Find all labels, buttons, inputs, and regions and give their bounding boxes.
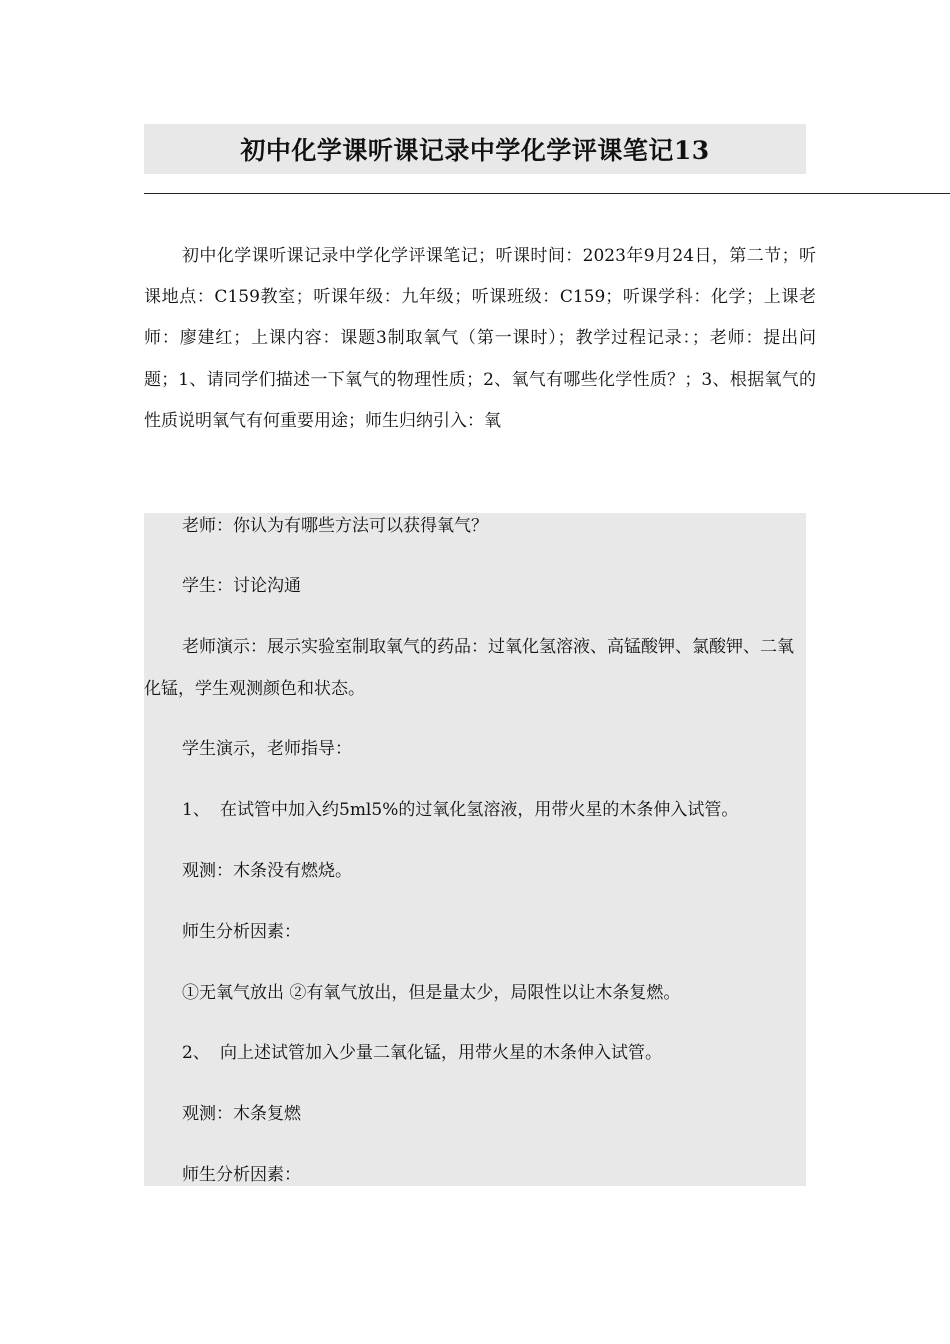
title-divider [144, 193, 950, 194]
paragraph-guidance: 学生演示，老师指导： [182, 739, 352, 759]
document-title: 初中化学课听课记录中学化学评课笔记13 [240, 136, 710, 165]
paragraph-analysis-2: 师生分析因素： [182, 1165, 301, 1185]
step-number-2: 2、 [182, 1043, 210, 1063]
paragraph-question: 老师：你认为有哪些方法可以获得氧气？ [182, 516, 488, 536]
paragraph-step-2 [144, 1033, 806, 1075]
paragraph-reasons: ①无氧气放出 ②有氧气放出，但是量太少，局限性以让木条复燃。 [182, 983, 681, 1003]
step-1-text: 在试管中加入约5ml5%的过氧化氢溶液，用带火星的木条伸入试管。 [220, 800, 739, 820]
intro-paragraph: 初中化学课听课记录中学化学评课笔记；听课时间：2023年9月24日，第二节；听课地点：C159教室；听课年级：九年级；听课班级：C159；听课学科：化学；上课老师：廖建红；上课内容：课题3制取氧气（第一课时）；教学过程记录：；老师：提出问题；1、请同学们描述一下氧气的物理性质；2、氧气有哪些化学性质？；3、根据氧气的性质说明氧气有何重要用途；师生归纳引入：氧 [144, 246, 816, 431]
title-banner [144, 124, 806, 174]
paragraph-analysis-1: 师生分析因素： [182, 922, 301, 942]
paragraph-demo: 老师演示：展示实验室制取氧气的药品：过氧化氢溶液、高锰酸钾、氯酸钾、二氧化锰，学生观测颜色和状态。 [144, 637, 794, 699]
paragraph-observation-2: 观测：木条复燃 [182, 1104, 301, 1124]
paragraph-discussion: 学生：讨论沟通 [182, 576, 301, 596]
paragraph-step-1 [144, 790, 806, 832]
shaded-section [144, 513, 806, 1186]
step-number-1: 1、 [182, 800, 210, 820]
step-2-text: 向上述试管加入少量二氧化锰，用带火星的木条伸入试管。 [220, 1043, 662, 1063]
paragraph-observation-1: 观测：木条没有燃烧。 [182, 861, 352, 881]
